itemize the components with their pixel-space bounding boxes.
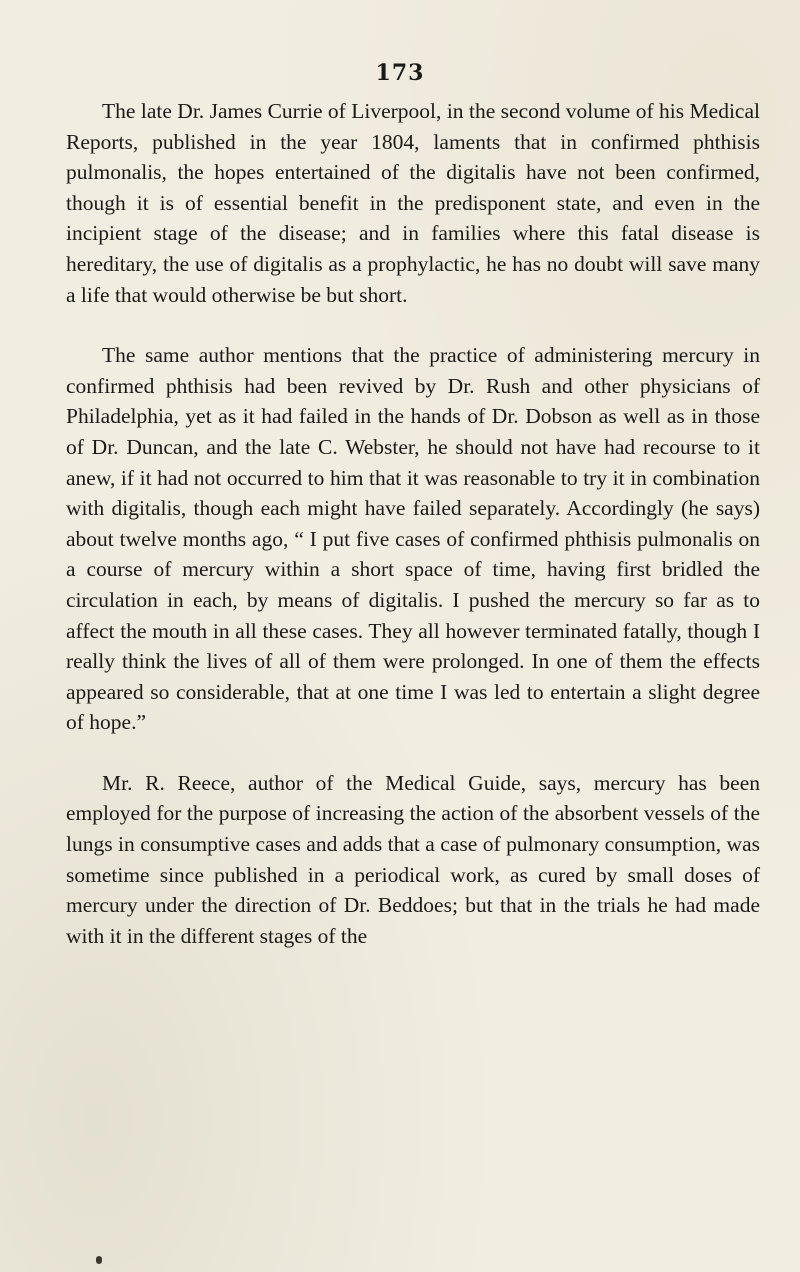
body-text (66, 96, 760, 951)
page-number: 173 (375, 60, 425, 86)
ink-speck (96, 1256, 102, 1264)
paragraph-currie-digitalis: The late Dr. James Currie of Liverpool, in the second volume of his Medical Reports, published in the year 1804, laments that in confirmed phthisis pulmonalis, the hopes entertained of the digitalis have not been confirmed, though it is of essential benefit in the predisponent state, and even in the incipient stage of the disease; and in families where this fatal disease is hereditary, the use of digitalis as a prophylactic, he has no doubt will save many a life that would otherwise be but short. (66, 99, 760, 307)
paragraph-reece-medical-guide: Mr. R. Reece, author of the Medical Guide, says, mercury has been employed for the purpose of increasing the action of the absorbent vessels of the lungs in consumptive cases and adds that a case of pulmonary consumption, was sometime since published in a periodical work, as cured by small doses of mercury under the direction of Dr. Beddoes; but that in the trials he had made with it in the different stages of the (66, 770, 760, 948)
paragraph-mercury-trials: The same author mentions that the practice of administering mercury in confirmed phthisis had been revived by Dr. Rush and other physicians of Philadelphia, yet as it had failed in the hands of Dr. Dobson as well as in those of Dr. Duncan, and the late C. Webster, he should not have had recourse to it anew, if it had not occurred to him that it was reasonable to try it in combination with digitalis, though each might have failed separately. Accordingly (he says) about twelve months ago, “ I put five cases of confirmed phthisis pulmonalis on a course of mercury within a short space of time, having first bridled the circulation in each, by means of digitalis. I pushed the mercury so far as to affect the mouth in all these cases. They all however terminated fatally, though I really think the lives of all of them were prolonged. In one of them the effects appeared so considerable, that at one time I was led to entertain a slight degree of hope.” (66, 343, 760, 735)
